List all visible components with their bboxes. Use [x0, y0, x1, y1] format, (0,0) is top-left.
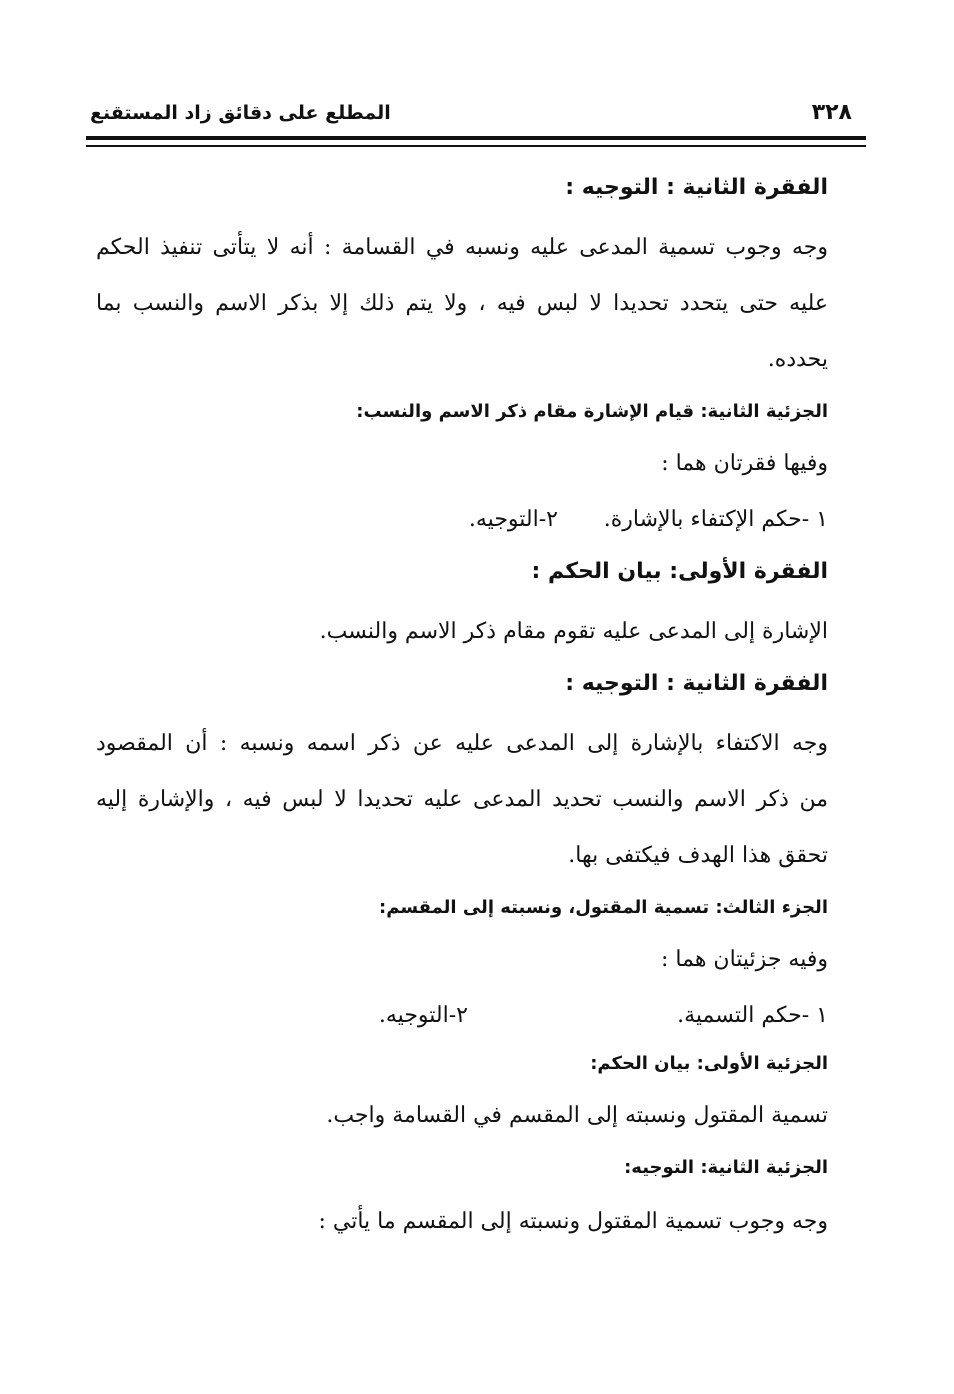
paragraph-line: وجه الاكتفاء بالإشارة إلى المدعى عليه عن ذكر اسمه ونسبه : أن المقصود [96, 731, 828, 756]
header-rule-thick [86, 136, 866, 140]
paragraph-line: وفيها فقرتان هما : [661, 451, 828, 476]
paragraph-line: عليه حتى يتحدد تحديدا لا لبس فيه ، ولا يتم ذلك إلا بذكر الاسم والنسب بما [96, 291, 828, 316]
list-row [96, 502, 828, 538]
heading-paragraph-one-ruling: الفقرة الأولى: بيان الحكم : [531, 559, 828, 584]
list-item-2: ٢-التوجيه. [468, 507, 558, 532]
paragraph-line: الإشارة إلى المدعى عليه تقوم مقام ذكر الاسم والنسب. [319, 619, 828, 644]
running-header [86, 96, 866, 136]
paragraph-line: وجه وجوب تسمية المدعى عليه ونسبه في القسامة : أنه لا يتأتى تنفيذ الحكم [96, 235, 828, 260]
list-item-1: ١ -حكم التسمية. [677, 1003, 828, 1028]
heading-paragraph-two-guidance: الفقرة الثانية : التوجيه : [565, 175, 828, 200]
list-item-1: ١ -حكم الإكتفاء بالإشارة. [603, 507, 828, 532]
subheading-ruling: الجزئية الأولى: بيان الحكم: [590, 1053, 828, 1074]
paragraph-line: من ذكر الاسم والنسب تحديد المدعى عليه تحديدا لا لبس فيه ، والإشارة إليه [96, 787, 828, 812]
paragraph-line: يحدده. [767, 347, 828, 372]
list-item-2: ٢-التوجيه. [378, 1003, 468, 1028]
paragraph-line: تسمية المقتول ونسبته إلى المقسم في القسامة واجب. [326, 1103, 828, 1128]
subheading-guidance: الجزئية الثانية: التوجيه: [624, 1157, 828, 1178]
paragraph-line: وفيه جزئيتان هما : [661, 947, 828, 972]
heading-paragraph-two-guidance: الفقرة الثانية : التوجيه : [565, 671, 828, 696]
subheading-part-three: الجزء الثالث: تسمية المقتول، ونسبته إلى المقسم: [379, 897, 828, 918]
header-rule-thin [86, 145, 866, 147]
list-row [96, 998, 828, 1034]
paragraph-line: وجه وجوب تسمية المقتول ونسبته إلى المقسم ما يأتي : [318, 1209, 828, 1234]
subheading-part-two: الجزئية الثانية: قيام الإشارة مقام ذكر الاسم والنسب: [356, 401, 828, 422]
page-number: ٣٢٨ [811, 100, 852, 125]
paragraph-line: تحقق هذا الهدف فيكتفى بها. [568, 843, 828, 868]
book-title: المطلع على دقائق زاد المستقنع [90, 102, 391, 124]
